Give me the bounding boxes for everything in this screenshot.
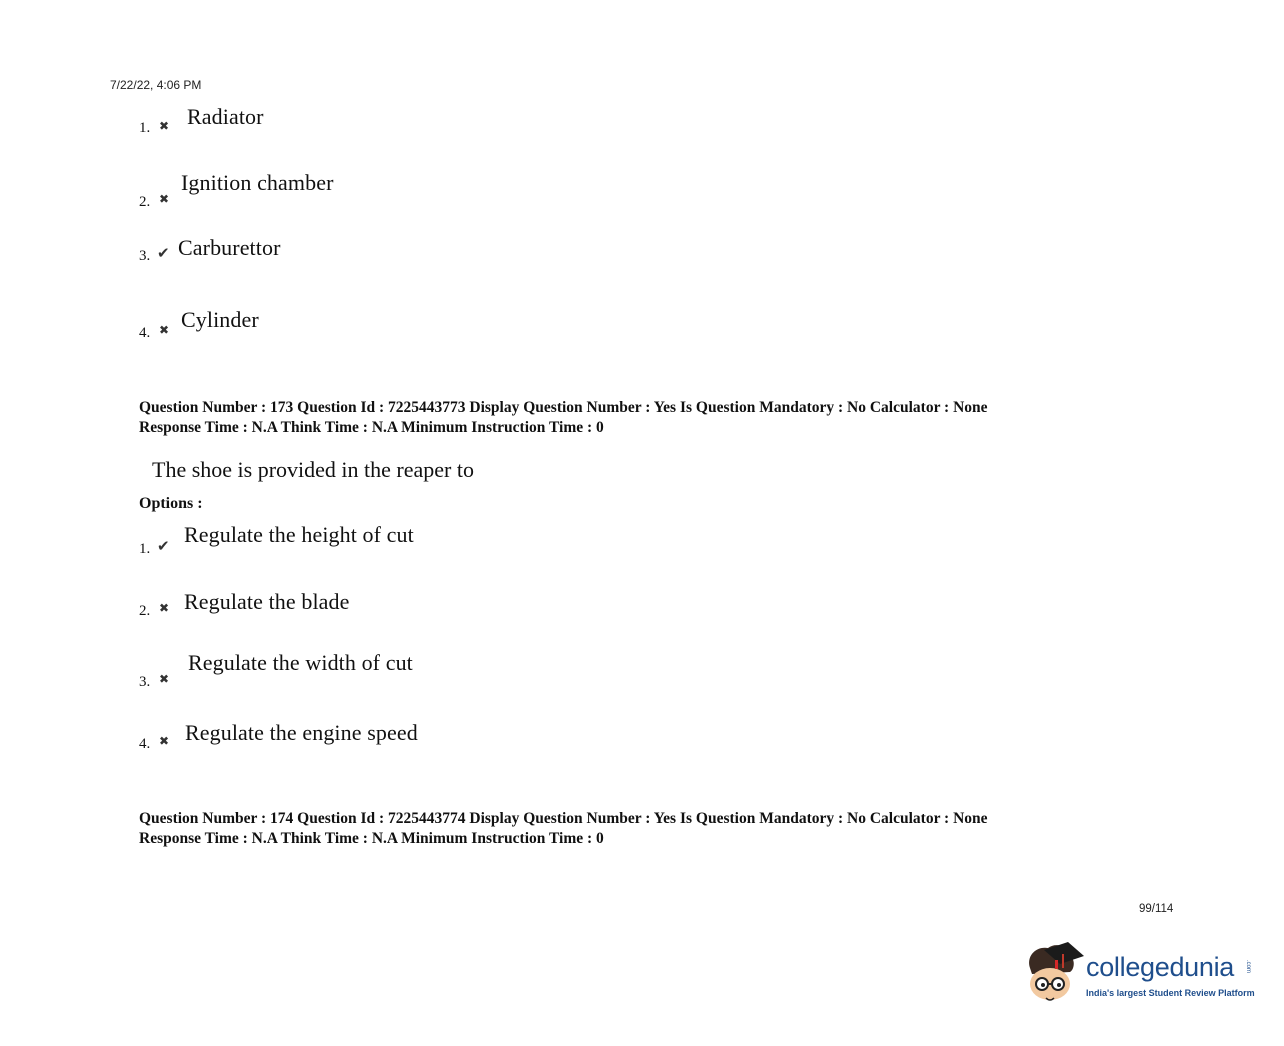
options-label: Options : <box>139 495 203 512</box>
cross-icon: ✖ <box>159 734 170 748</box>
q173-option-4 <box>139 721 839 761</box>
question-173-meta <box>139 398 988 437</box>
option-number: 3. <box>139 674 151 690</box>
option-number: 4. <box>139 325 151 341</box>
q173-option-3 <box>139 651 839 691</box>
option-text: Cylinder <box>181 307 259 332</box>
prev-option-4 <box>139 308 839 348</box>
logo-tagline: India's largest Student Review Platform <box>1086 988 1255 998</box>
print-timestamp: 7/22/22, 4:06 PM <box>110 78 202 92</box>
logo-suffix: .com <box>1245 960 1251 974</box>
option-text: Radiator <box>187 104 264 129</box>
cross-icon: ✖ <box>159 323 170 337</box>
prev-option-3 <box>139 236 839 276</box>
meta-line-1: Question Number : 173 Question Id : 7225443773 Display Question Number : Yes Is Question Mandatory : No Calculator : None <box>139 399 988 416</box>
cross-icon: ✖ <box>159 601 170 615</box>
question-174-meta <box>139 809 988 848</box>
q173-option-2 <box>139 590 839 630</box>
option-number: 1. <box>139 120 151 136</box>
prev-option-2 <box>139 172 839 212</box>
check-icon: ✔ <box>157 244 170 262</box>
cross-icon: ✖ <box>159 672 170 686</box>
prev-option-1 <box>139 106 839 146</box>
meta-line-2: Response Time : N.A Think Time : N.A Minimum Instruction Time : 0 <box>139 418 604 436</box>
option-text: Carburettor <box>178 235 281 260</box>
option-number: 3. <box>139 248 151 264</box>
collegedunia-logo <box>1022 938 1254 1010</box>
option-text: Regulate the engine speed <box>185 720 418 745</box>
option-number: 2. <box>139 194 151 210</box>
meta-line-2: Response Time : N.A Think Time : N.A Minimum Instruction Time : 0 <box>139 829 604 847</box>
check-icon: ✔ <box>157 537 170 555</box>
logo-brand-text: collegedunia <box>1086 952 1235 982</box>
option-text: Ignition chamber <box>181 170 334 195</box>
q173-option-1 <box>139 523 839 563</box>
option-number: 2. <box>139 603 151 619</box>
option-number: 4. <box>139 736 151 752</box>
cross-icon: ✖ <box>159 119 170 133</box>
option-text: Regulate the height of cut <box>184 522 414 547</box>
option-number: 1. <box>139 541 151 557</box>
meta-line-1: Question Number : 174 Question Id : 7225443774 Display Question Number : Yes Is Question Mandatory : No Calculator : None <box>139 810 988 827</box>
page-number: 99/114 <box>1139 903 1174 915</box>
cross-icon: ✖ <box>159 192 170 206</box>
mascot-icon <box>1022 938 1084 1010</box>
option-text: Regulate the width of cut <box>188 650 413 675</box>
question-173-text: The shoe is provided in the reaper to <box>152 457 474 482</box>
option-text: Regulate the blade <box>184 589 350 614</box>
